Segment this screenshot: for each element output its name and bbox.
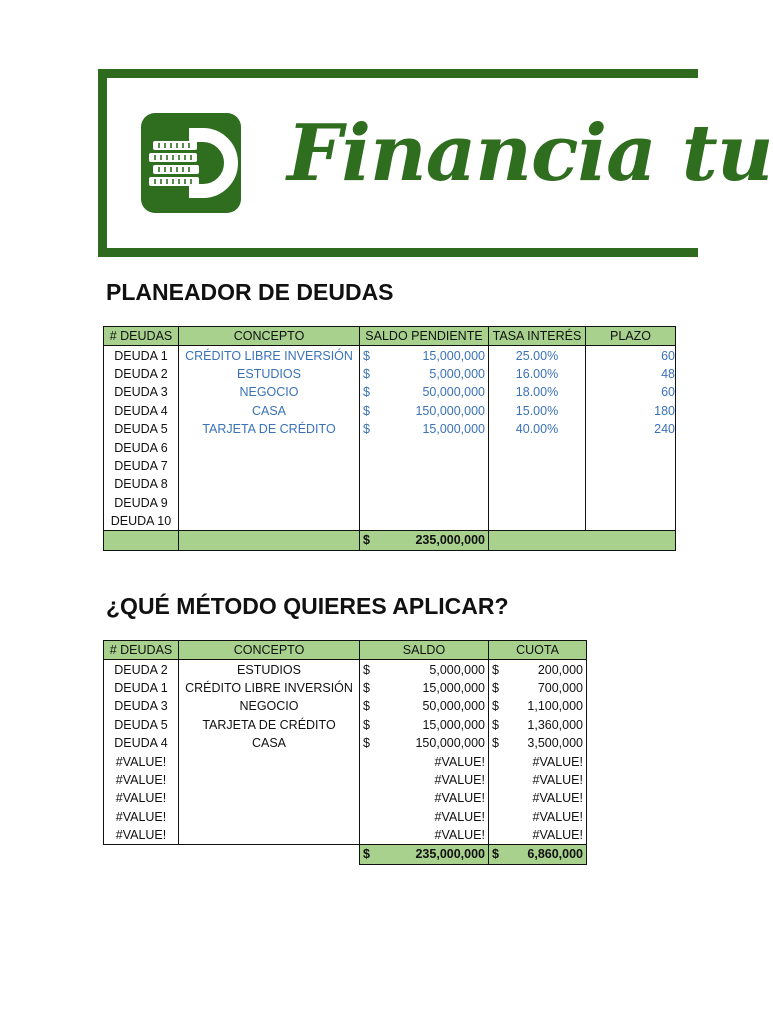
cuota-value: #VALUE! [532,791,583,806]
cuota-value: 1,360,000 [527,717,583,732]
saldo-cell[interactable] [360,365,489,383]
currency-symbol [492,753,496,771]
saldo-value: 15,000,000 [422,717,485,732]
cuota-cell[interactable] [489,752,587,770]
method-total-row [104,845,587,864]
method-row [104,679,587,697]
deuda-cell[interactable]: #VALUE! [104,826,179,845]
brand-banner [98,69,773,257]
deuda-cell[interactable]: #VALUE! [104,808,179,826]
planner-total-saldo: 235,000,000 [415,533,485,548]
currency-symbol: $ [492,717,499,732]
header-tasa-interes[interactable]: TASA INTERÉS [489,327,586,346]
method-row [104,808,587,826]
cuota-cell[interactable] [489,826,587,845]
method-table [103,640,587,865]
saldo-cell[interactable] [360,771,489,789]
brand-name: Financia tu [287,108,773,199]
deuda-cell[interactable]: DEUDA 5 [104,420,179,438]
method-header-row [104,641,587,660]
deuda-cell[interactable]: DEUDA 9 [104,494,179,512]
tasa-cell[interactable]: 40.00% [489,420,586,438]
concepto-cell[interactable]: CASA [179,734,360,752]
total-empty-cell[interactable] [489,531,586,550]
currency-symbol: $ [492,847,499,862]
plazo-cell[interactable]: 180 [586,402,676,420]
saldo-cell[interactable] [360,697,489,715]
cuota-value: #VALUE! [532,809,583,824]
deuda-cell[interactable]: DEUDA 3 [104,697,179,715]
deuda-cell[interactable]: DEUDA 7 [104,457,179,475]
method-row [104,752,587,770]
concepto-cell[interactable] [179,512,360,531]
currency-symbol: $ [363,717,370,732]
saldo-cell[interactable] [360,660,489,679]
currency-symbol: $ [492,662,499,677]
planner-row [104,475,676,493]
currency-symbol [363,808,367,826]
cuota-value: #VALUE! [532,772,583,787]
concepto-cell[interactable]: ESTUDIOS [179,660,360,679]
tasa-cell[interactable]: 16.00% [489,365,586,383]
deuda-cell[interactable]: DEUDA 1 [104,346,179,365]
tasa-cell[interactable] [489,475,586,493]
saldo-value: #VALUE! [434,809,485,824]
concepto-cell[interactable]: CRÉDITO LIBRE INVERSIÓN [179,346,360,365]
method-row [104,771,587,789]
deuda-cell[interactable]: #VALUE! [104,752,179,770]
method-total-saldo-cell[interactable] [360,845,489,864]
cuota-value: 700,000 [537,680,583,695]
currency-symbol: $ [363,680,370,695]
tasa-cell[interactable]: 25.00% [489,346,586,365]
deuda-cell[interactable]: DEUDA 6 [104,438,179,456]
concepto-cell[interactable] [179,752,360,770]
method-row [104,697,587,715]
cuota-value: 200,000 [537,662,583,677]
method-row [104,826,587,845]
cuota-cell[interactable] [489,734,587,752]
saldo-value: 15,000,000 [422,348,485,363]
total-empty-cell [104,845,179,864]
saldo-cell[interactable] [360,826,489,845]
plazo-cell[interactable]: 240 [586,420,676,438]
plazo-cell[interactable]: 48 [586,365,676,383]
currency-symbol: $ [363,422,370,437]
currency-symbol [492,826,496,844]
deuda-cell[interactable]: DEUDA 2 [104,660,179,679]
plazo-cell[interactable] [586,475,676,493]
planner-total-row [104,531,676,550]
planner-row [104,420,676,438]
planner-row [104,402,676,420]
method-row [104,789,587,807]
method-title: ¿QUÉ MÉTODO QUIERES APLICAR? [106,593,509,619]
planner-title: PLANEADOR DE DEUDAS [106,279,394,305]
total-empty-cell[interactable] [104,531,179,550]
saldo-value: 50,000,000 [422,699,485,714]
method-row [104,734,587,752]
header-plazo[interactable]: PLAZO [586,327,676,346]
concepto-cell[interactable] [179,494,360,512]
header-cuota[interactable]: CUOTA [489,641,587,660]
saldo-value: #VALUE! [434,828,485,843]
deuda-cell[interactable]: DEUDA 1 [104,679,179,697]
saldo-value: #VALUE! [434,754,485,769]
saldo-cell[interactable] [360,679,489,697]
deuda-cell[interactable]: #VALUE! [104,789,179,807]
saldo-value: #VALUE! [434,791,485,806]
cuota-value: #VALUE! [532,754,583,769]
saldo-cell[interactable] [360,752,489,770]
saldo-cell[interactable] [360,383,489,401]
currency-symbol [492,789,496,807]
saldo-cell[interactable] [360,808,489,826]
plazo-cell[interactable]: 60 [586,383,676,401]
cuota-cell[interactable] [489,789,587,807]
currency-symbol: $ [363,699,370,714]
deuda-cell[interactable]: #VALUE! [104,771,179,789]
method-row [104,716,587,734]
saldo-cell[interactable] [360,457,489,475]
concepto-cell[interactable]: ESTUDIOS [179,365,360,383]
concepto-cell[interactable]: TARJETA DE CRÉDITO [179,716,360,734]
cuota-cell[interactable] [489,771,587,789]
currency-symbol: $ [363,736,370,751]
concepto-cell[interactable]: CASA [179,402,360,420]
method-total-saldo: 235,000,000 [415,847,485,862]
saldo-cell[interactable] [360,346,489,365]
saldo-value: 5,000,000 [429,662,485,677]
tasa-cell[interactable]: 15.00% [489,402,586,420]
deuda-cell[interactable]: DEUDA 2 [104,365,179,383]
currency-symbol: $ [492,680,499,695]
currency-symbol: $ [492,736,499,751]
concepto-cell[interactable] [179,826,360,845]
planner-row [104,346,676,365]
currency-symbol: $ [492,699,499,714]
planner-total-saldo-cell[interactable] [360,531,489,550]
concepto-cell[interactable]: CRÉDITO LIBRE INVERSIÓN [179,679,360,697]
header-deudas[interactable]: # DEUDAS [104,641,179,660]
header-saldo-pendiente[interactable]: SALDO PENDIENTE [360,327,489,346]
method-row [104,660,587,679]
currency-symbol [363,753,367,771]
saldo-cell[interactable] [360,716,489,734]
concepto-cell[interactable]: NEGOCIO [179,697,360,715]
currency-symbol [492,771,496,789]
saldo-cell[interactable] [360,789,489,807]
plazo-cell[interactable] [586,457,676,475]
concepto-cell[interactable] [179,808,360,826]
cuota-value: 1,100,000 [527,699,583,714]
saldo-cell[interactable] [360,475,489,493]
planner-row [104,512,676,531]
deuda-cell[interactable]: DEUDA 4 [104,734,179,752]
tasa-cell[interactable] [489,494,586,512]
tasa-cell[interactable] [489,512,586,531]
cuota-cell[interactable] [489,679,587,697]
tasa-cell[interactable] [489,457,586,475]
concepto-cell[interactable] [179,789,360,807]
planner-header-row [104,327,676,346]
saldo-cell[interactable] [360,512,489,531]
planner-row [104,383,676,401]
saldo-value: 5,000,000 [429,366,485,381]
header-deudas[interactable]: # DEUDAS [104,327,179,346]
cuota-cell[interactable] [489,808,587,826]
total-empty-cell[interactable] [586,531,676,550]
currency-symbol: $ [363,662,370,677]
saldo-cell[interactable] [360,438,489,456]
concepto-cell[interactable] [179,438,360,456]
deuda-cell[interactable]: DEUDA 8 [104,475,179,493]
concepto-cell[interactable] [179,475,360,493]
tasa-cell[interactable] [489,438,586,456]
header-saldo[interactable]: SALDO [360,641,489,660]
currency-symbol: $ [363,348,370,363]
currency-symbol: $ [363,403,370,418]
concepto-cell[interactable] [179,457,360,475]
debt-planner-table [103,326,676,551]
saldo-value: 50,000,000 [422,385,485,400]
saldo-cell[interactable] [360,420,489,438]
plazo-cell[interactable] [586,494,676,512]
header-concepto[interactable]: CONCEPTO [179,641,360,660]
method-total-cuota-cell[interactable] [489,845,587,864]
currency-symbol: $ [363,847,370,862]
currency-symbol [363,789,367,807]
currency-symbol [492,808,496,826]
cuota-value: 3,500,000 [527,736,583,751]
coin-stack-d-logo-icon [141,113,241,213]
saldo-cell[interactable] [360,734,489,752]
cuota-cell[interactable] [489,660,587,679]
saldo-value: 15,000,000 [422,680,485,695]
saldo-value: 150,000,000 [415,736,485,751]
concepto-cell[interactable]: TARJETA DE CRÉDITO [179,420,360,438]
header-concepto[interactable]: CONCEPTO [179,327,360,346]
saldo-cell[interactable] [360,494,489,512]
currency-symbol: $ [363,533,370,548]
deuda-cell[interactable]: DEUDA 5 [104,716,179,734]
plazo-cell[interactable] [586,512,676,531]
concepto-cell[interactable]: NEGOCIO [179,383,360,401]
planner-row [104,438,676,456]
tasa-cell[interactable]: 18.00% [489,383,586,401]
currency-symbol [363,771,367,789]
cuota-cell[interactable] [489,716,587,734]
deuda-cell[interactable]: DEUDA 4 [104,402,179,420]
planner-row [104,457,676,475]
currency-symbol: $ [363,385,370,400]
cuota-value: #VALUE! [532,828,583,843]
deuda-cell[interactable]: DEUDA 10 [104,512,179,531]
saldo-cell[interactable] [360,402,489,420]
saldo-value: 15,000,000 [422,422,485,437]
total-empty-cell[interactable] [179,531,360,550]
saldo-value: #VALUE! [434,772,485,787]
planner-row [104,494,676,512]
deuda-cell[interactable]: DEUDA 3 [104,383,179,401]
currency-symbol: $ [363,366,370,381]
cuota-cell[interactable] [489,697,587,715]
planner-row [104,365,676,383]
plazo-cell[interactable]: 60 [586,346,676,365]
method-total-cuota: 6,860,000 [527,847,583,862]
currency-symbol [363,826,367,844]
concepto-cell[interactable] [179,771,360,789]
saldo-value: 150,000,000 [415,403,485,418]
total-empty-cell [179,845,360,864]
plazo-cell[interactable] [586,438,676,456]
